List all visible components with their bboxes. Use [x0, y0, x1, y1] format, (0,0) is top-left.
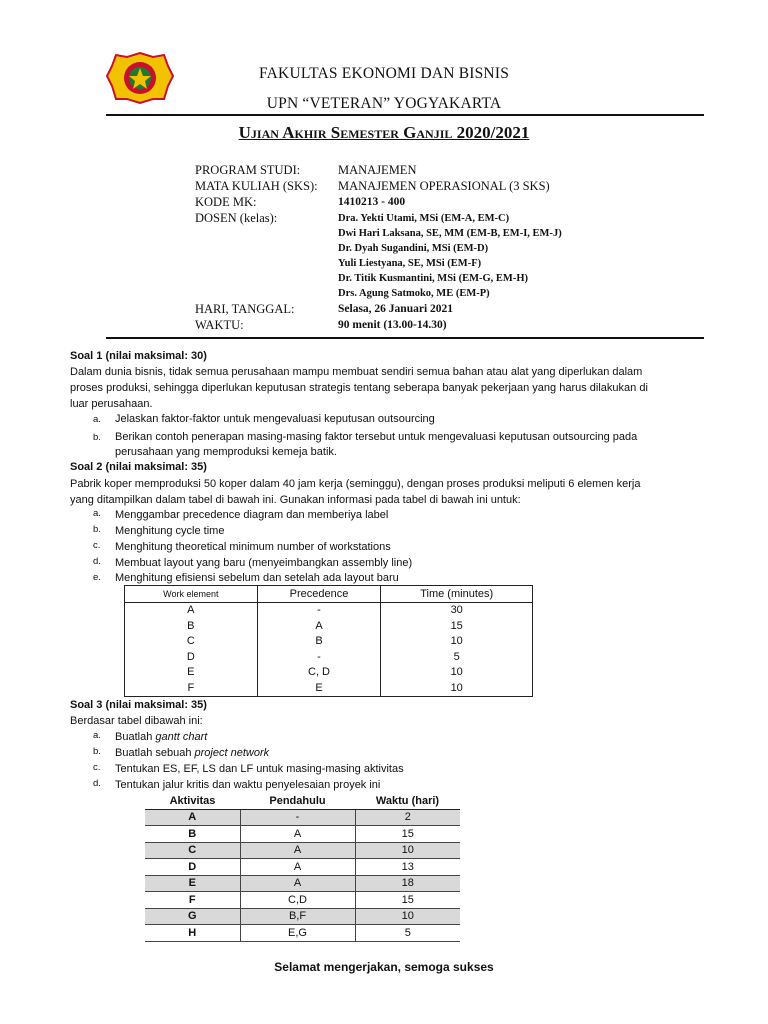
soal3-intro: Berdasar tabel dibawah ini:: [70, 715, 203, 727]
closing-message: Selamat mengerjakan, semoga sukses: [274, 960, 494, 974]
institution-line-1: FAKULTAS EKONOMI DAN BISNIS: [258, 65, 510, 82]
table-cell: E: [125, 665, 258, 681]
soal1-item-b-marker: b.: [93, 432, 101, 443]
table-cell: B: [125, 618, 258, 634]
col-pendahulu: Pendahulu: [240, 793, 355, 809]
soal3-item-c-marker: c.: [93, 762, 101, 773]
table-cell: C: [145, 842, 240, 859]
table-row: [125, 680, 533, 696]
soal2-intro-line1: Pabrik koper memproduksi 50 koper dalam 40 jam kerja (seminggu), dengan proses produksi meliputi 6 elemen kerja: [70, 478, 641, 490]
soal2-item-b: Menghitung cycle time: [115, 525, 225, 537]
soal1-item-a: Jelaskan faktor-faktor untuk mengevaluasi keputusan outsourcing: [115, 413, 435, 425]
table-cell: 18: [355, 875, 460, 892]
table-row: [145, 809, 460, 826]
table-cell: D: [125, 649, 258, 665]
table-cell: G: [145, 908, 240, 925]
table-cell: 10: [381, 665, 533, 681]
table-cell: 10: [381, 634, 533, 650]
table-row: [125, 618, 533, 634]
soal3-item-d-marker: d.: [93, 778, 101, 789]
table-cell: 5: [355, 925, 460, 942]
table-row: [145, 842, 460, 859]
date-value: Selasa, 26 Januari 2021: [338, 303, 454, 315]
table-row: [125, 649, 533, 665]
table-cell: -: [257, 602, 381, 618]
soal3-item-b-text: Buatlah sebuah: [115, 747, 195, 759]
table-row: [145, 892, 460, 909]
table-cell: A: [240, 826, 355, 843]
col-work-element: Work element: [125, 586, 258, 603]
soal1-intro-line3: luar perusahaan.: [70, 398, 153, 410]
soal3-item-a: [115, 729, 207, 745]
col-aktivitas: Aktivitas: [145, 793, 240, 809]
table-cell: B,F: [240, 908, 355, 925]
soal2-item-c: Menghitung theoretical minimum number of workstations: [115, 541, 391, 553]
lecturer-5: Dr. Titik Kusmantini, MSi (EM-G, EM-H): [338, 273, 528, 284]
table-cell: A: [257, 618, 381, 634]
table-cell: A: [240, 859, 355, 876]
soal1-item-a-marker: a.: [93, 414, 101, 425]
header-rule-top: [106, 114, 704, 116]
soal3-item-a-text: Buatlah: [115, 731, 156, 743]
soal1-item-b-line2: perusahaan yang memproduksi kemeja batik.: [115, 446, 337, 458]
table-cell: C: [125, 634, 258, 650]
lecturer-4: Yuli Liestyana, SE, MSi (EM-F): [338, 258, 482, 269]
soal2-item-d-marker: d.: [93, 556, 101, 567]
soal1-intro-line2: proses produksi, sehingga diperlukan keputusan strategis tentang seberapa banyak pekerjaan yang harus dilakukan di: [70, 382, 648, 394]
soal2-item-e: Menghitung efisiensi sebelum dan setelah ada layout baru: [115, 572, 399, 584]
course-label: MATA KULIAH (SKS):: [195, 179, 318, 193]
table-cell: F: [145, 892, 240, 909]
time-label: WAKTU:: [195, 318, 244, 332]
table-cell: E: [257, 680, 381, 696]
table-cell: 5: [381, 649, 533, 665]
table-row: [145, 908, 460, 925]
course-value: MANAJEMEN OPERASIONAL (3 SKS): [338, 179, 550, 193]
soal3-item-c: Tentukan ES, EF, LS dan LF untuk masing-masing aktivitas: [115, 763, 404, 775]
soal1-item-b-line1: Berikan contoh penerapan masing-masing faktor tersebut untuk mengevaluasi keputusan outsourcing pada: [115, 431, 638, 443]
lecturer-1: Dra. Yekti Utami, MSi (EM-A, EM-C): [338, 213, 510, 224]
soal3-item-a-marker: a.: [93, 730, 101, 741]
table-cell: C,D: [240, 892, 355, 909]
time-value: 90 menit (13.00-14.30): [338, 319, 447, 331]
col-time: Time (minutes): [381, 586, 533, 603]
table-cell: A: [240, 842, 355, 859]
soal1-heading: Soal 1 (nilai maksimal: 30): [70, 350, 207, 362]
table-cell: 2: [355, 809, 460, 826]
soal3-item-b-marker: b.: [93, 746, 101, 757]
soal2-item-a-marker: a.: [93, 508, 101, 519]
lecturer-2: Dwi Hari Laksana, SE, MM (EM-B, EM-I, EM-J): [338, 228, 562, 239]
table-cell: A: [145, 809, 240, 826]
lecturer-label: DOSEN (kelas):: [195, 211, 278, 225]
table-cell: B: [145, 826, 240, 843]
table-cell: 30: [381, 602, 533, 618]
table-row: [145, 875, 460, 892]
lecturer-6: Drs. Agung Satmoko, ME (EM-P): [338, 288, 490, 299]
table-row: [145, 826, 460, 843]
table-cell: E,G: [240, 925, 355, 942]
table-cell: A: [125, 602, 258, 618]
soal2-intro-line2: yang ditampilkan dalam tabel di bawah ini. Gunakan informasi pada tabel di bawah ini untuk:: [70, 494, 521, 506]
table-cell: 10: [381, 680, 533, 696]
col-waktu: Waktu (hari): [355, 793, 460, 809]
soal2-item-d: Membuat layout yang baru (menyeimbangkan assembly line): [115, 557, 413, 569]
table-cell: H: [145, 925, 240, 942]
soal3-item-b-em: project network: [194, 747, 270, 759]
exam-title: Ujian Akhir Semester Ganjil 2020/2021: [238, 123, 530, 142]
table-row: [145, 925, 460, 942]
table-cell: E: [145, 875, 240, 892]
table-row: [125, 665, 533, 681]
program-value: MANAJEMEN: [338, 163, 417, 177]
lecturer-3: Dr. Dyah Sugandini, MSi (EM-D): [338, 243, 489, 254]
table-row: [145, 859, 460, 876]
soal2-item-c-marker: c.: [93, 540, 101, 551]
soal2-item-b-marker: b.: [93, 524, 101, 535]
activity-table: [145, 793, 460, 942]
code-label: KODE MK:: [195, 195, 257, 209]
soal2-item-e-marker: e.: [93, 572, 101, 583]
table-cell: -: [240, 809, 355, 826]
table-cell: 15: [355, 892, 460, 909]
code-value: 1410213 - 400: [338, 196, 406, 208]
date-label: HARI, TANGGAL:: [195, 302, 295, 316]
table-row: [125, 634, 533, 650]
table-cell: -: [257, 649, 381, 665]
table-cell: F: [125, 680, 258, 696]
table-cell: 15: [355, 826, 460, 843]
table-cell: A: [240, 875, 355, 892]
table-cell: D: [145, 859, 240, 876]
soal3-item-d: Tentukan jalur kritis dan waktu penyelesaian proyek ini: [115, 779, 381, 791]
soal2-item-a: Menggambar precedence diagram dan memberiya label: [115, 509, 389, 521]
table-cell: B: [257, 634, 381, 650]
table-cell: 13: [355, 859, 460, 876]
table-cell: C, D: [257, 665, 381, 681]
soal3-heading: Soal 3 (nilai maksimal: 35): [70, 699, 207, 711]
institution-line-2: UPN “VETERAN” YOGYAKARTA: [266, 95, 502, 112]
table-cell: 10: [355, 842, 460, 859]
program-label: PROGRAM STUDI:: [195, 163, 301, 177]
header-rule-bottom: [106, 337, 704, 339]
soal3-item-b: [115, 745, 269, 761]
soal1-intro-line1: Dalam dunia bisnis, tidak semua perusahaan mampu membuat sendiri semua bahan atau alat yang diperlukan dalam: [70, 366, 643, 378]
soal3-item-a-em: gantt chart: [155, 731, 208, 743]
table-cell: 15: [381, 618, 533, 634]
work-element-table: [124, 585, 533, 697]
table-cell: 10: [355, 908, 460, 925]
table-row: [125, 602, 533, 618]
col-precedence: Precedence: [257, 586, 381, 603]
soal2-heading: Soal 2 (nilai maksimal: 35): [70, 461, 207, 473]
